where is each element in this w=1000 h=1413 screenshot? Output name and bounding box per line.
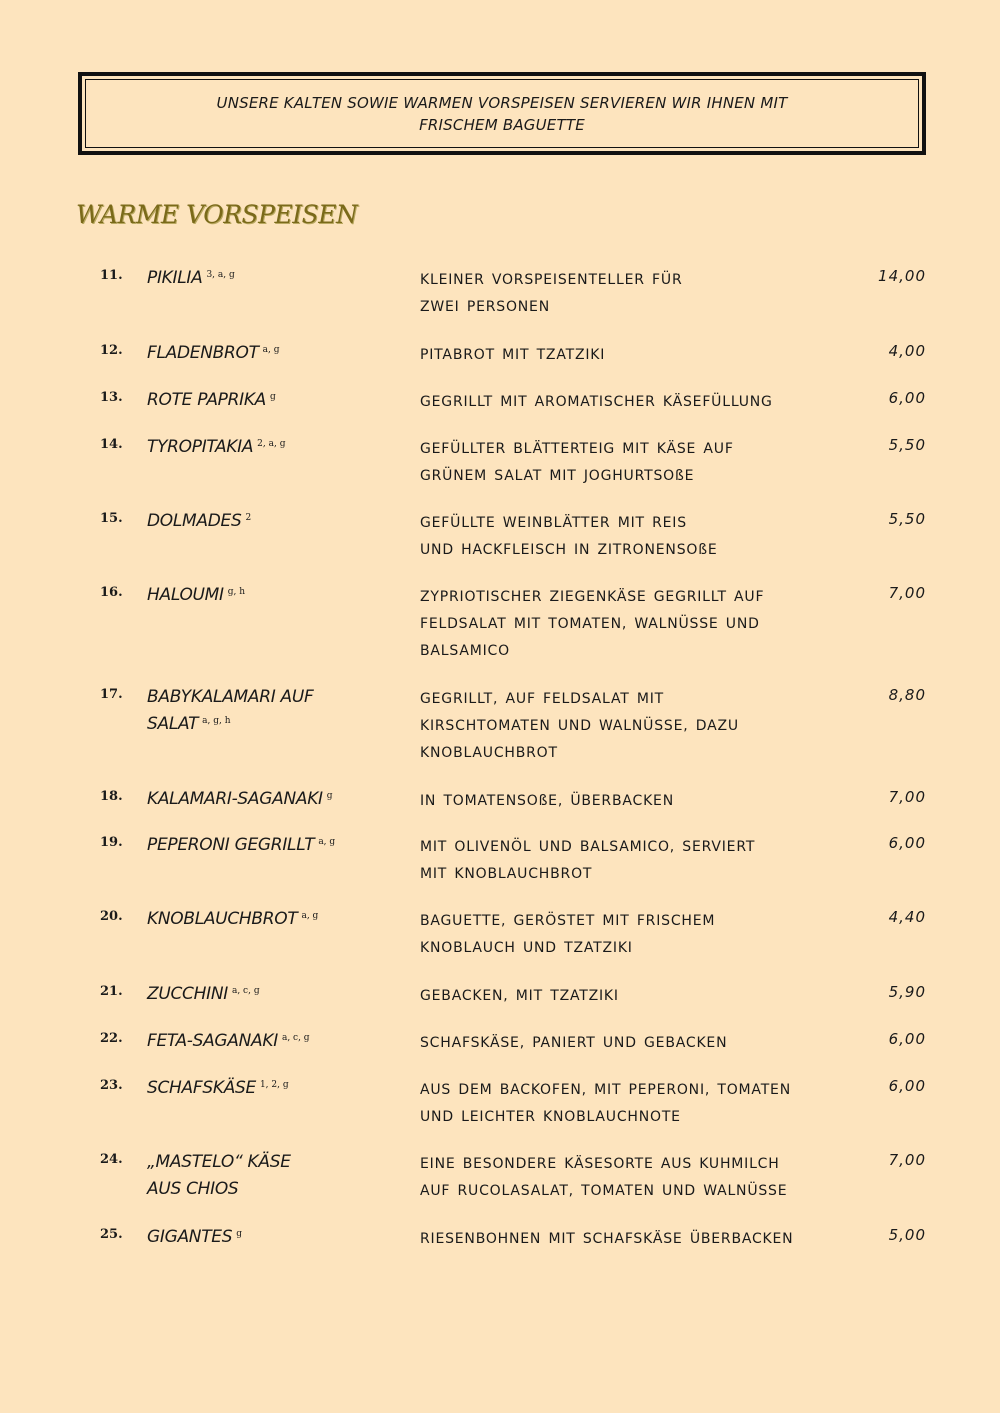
item-description <box>420 267 840 321</box>
item-number: 18. <box>100 789 123 804</box>
item-name <box>147 684 387 738</box>
item-price: 5,50 <box>888 436 926 454</box>
allergen-codes: a, c, g <box>231 986 260 996</box>
allergen-codes: 2, a, g <box>257 439 286 449</box>
item-price: 6,00 <box>888 834 926 852</box>
allergen-codes: g <box>326 791 333 801</box>
item-name-line: KALAMARI-SAGANAKI <box>147 789 323 809</box>
item-name-line: BABYKALAMARI AUF <box>147 687 314 707</box>
item-price: 6,00 <box>888 389 926 407</box>
item-number: 22. <box>100 1031 123 1046</box>
item-price: 5,50 <box>888 510 926 528</box>
item-description-line: AUF RUCOLASALAT, TOMATEN UND WALNÜSSE <box>420 1183 788 1199</box>
item-description <box>420 342 840 369</box>
section-title: WARME VORSPEISEN <box>76 200 358 229</box>
item-description <box>420 686 840 767</box>
item-number: 13. <box>100 390 123 405</box>
item-name <box>147 508 387 535</box>
item-price: 14,00 <box>878 267 926 285</box>
allergen-codes: g <box>270 392 276 402</box>
item-description-line: BALSAMICO <box>420 643 510 659</box>
item-description <box>420 908 840 962</box>
item-description-line: SCHAFSKÄSE, PANIERT UND GEBACKEN <box>420 1035 728 1051</box>
item-description <box>420 788 840 815</box>
notice-box <box>78 72 926 155</box>
item-number: 16. <box>100 585 123 600</box>
item-price: 6,00 <box>888 1030 926 1048</box>
item-price: 4,00 <box>888 342 926 360</box>
item-name-line: FLADENBROT <box>147 343 259 363</box>
item-name-line: GIGANTES <box>147 1227 233 1247</box>
item-number: 20. <box>100 909 123 924</box>
item-name-line: AUS CHIOS <box>147 1179 239 1199</box>
item-price: 4,40 <box>888 908 926 926</box>
item-name <box>147 582 387 609</box>
item-name <box>147 1149 387 1203</box>
item-description-line: AUS DEM BACKOFEN, MIT PEPERONI, TOMATEN <box>420 1082 791 1098</box>
item-description <box>420 510 840 564</box>
notice-text <box>142 92 862 136</box>
item-name-line: FETA-SAGANAKI <box>147 1031 278 1051</box>
item-number: 21. <box>100 984 123 999</box>
allergen-codes: g, h <box>227 587 246 597</box>
item-description-line: MIT KNOBLAUCHBROT <box>420 866 593 882</box>
notice-line-2: FRISCHEM BAGUETTE <box>419 115 585 134</box>
item-price: 7,00 <box>888 1151 926 1169</box>
item-description-line: ZYPRIOTISCHER ZIEGENKÄSE GEGRILLT AUF <box>420 589 765 605</box>
item-description <box>420 389 840 416</box>
item-description-line: EINE BESONDERE KÄSESORTE AUS KUHMILCH <box>420 1156 780 1172</box>
item-number: 17. <box>100 687 123 702</box>
item-description <box>420 983 840 1010</box>
item-name-line: PIKILIA <box>147 268 203 288</box>
item-number: 11. <box>100 268 123 283</box>
allergen-codes: g <box>236 1229 242 1239</box>
item-name-line: ROTE PAPRIKA <box>147 390 267 410</box>
item-description-line: GEFÜLLTER BLÄTTERTEIG MIT KÄSE AUF <box>420 441 734 457</box>
item-name-line: ZUCCHINI <box>147 984 228 1004</box>
item-number: 24. <box>100 1152 123 1167</box>
allergen-codes: a, g <box>262 345 280 355</box>
item-price: 5,90 <box>888 983 926 1001</box>
item-description-line: RIESENBOHNEN MIT SCHAFSKÄSE ÜBERBACKEN <box>420 1231 794 1247</box>
item-name <box>147 265 387 292</box>
item-description-line: KLEINER VORSPEISENTELLER FÜR <box>420 272 683 288</box>
item-price: 5,00 <box>888 1226 926 1244</box>
item-number: 25. <box>100 1227 123 1242</box>
item-description-line: GEBACKEN, MIT TZATZIKI <box>420 988 619 1004</box>
item-price: 6,00 <box>888 1077 926 1095</box>
item-name <box>147 434 387 461</box>
allergen-codes: 3, a, g <box>206 270 235 280</box>
item-price: 8,80 <box>888 686 926 704</box>
item-description-line: GEGRILLT MIT AROMATISCHER KÄSEFÜLLUNG <box>420 394 773 410</box>
item-name <box>147 906 387 933</box>
item-description-line: GEGRILLT, AUF FELDSALAT MIT <box>420 691 665 707</box>
item-name-line: PEPERONI GEGRILLT <box>147 835 315 855</box>
item-description-line: UND HACKFLEISCH IN ZITRONENSOßE <box>420 542 718 558</box>
item-description <box>420 436 840 490</box>
item-number: 23. <box>100 1078 123 1093</box>
allergen-codes: a, c, g <box>281 1033 310 1043</box>
item-description-line: GRÜNEM SALAT MIT JOGHURTSOßE <box>420 468 695 484</box>
item-description-line: GEFÜLLTE WEINBLÄTTER MIT REIS <box>420 515 687 531</box>
item-description-line: FELDSALAT MIT TOMATEN, WALNÜSSE UND <box>420 616 760 632</box>
item-name <box>147 340 387 367</box>
item-number: 19. <box>100 835 123 850</box>
item-name <box>147 786 387 813</box>
allergen-codes: a, g, h <box>202 716 231 726</box>
notice-box-inner <box>85 79 919 148</box>
item-name-line: KNOBLAUCHBROT <box>147 909 298 929</box>
item-name <box>147 981 387 1008</box>
item-description <box>420 834 840 888</box>
item-name <box>147 387 387 414</box>
item-description <box>420 1151 840 1205</box>
item-description-line: MIT OLIVENÖL UND BALSAMICO, SERVIERT <box>420 839 756 855</box>
item-price: 7,00 <box>888 788 926 806</box>
item-name-line: DOLMADES <box>147 511 242 531</box>
item-number: 15. <box>100 511 123 526</box>
item-description-line: UND LEICHTER KNOBLAUCHNOTE <box>420 1109 681 1125</box>
item-description <box>420 584 840 665</box>
item-description <box>420 1077 840 1131</box>
item-name <box>147 832 387 859</box>
item-name-line: SCHAFSKÄSE <box>147 1078 256 1098</box>
item-name <box>147 1224 387 1251</box>
item-number: 12. <box>100 343 123 358</box>
item-name <box>147 1075 387 1102</box>
item-name-line: „MASTELO“ KÄSE <box>147 1152 291 1172</box>
item-description-line: KNOBLAUCH UND TZATZIKI <box>420 940 633 956</box>
item-price: 7,00 <box>888 584 926 602</box>
item-description-line: IN TOMATENSOßE, ÜBERBACKEN <box>420 793 674 809</box>
allergen-codes: 2 <box>245 513 252 523</box>
item-name <box>147 1028 387 1055</box>
item-description <box>420 1226 840 1253</box>
item-description-line: BAGUETTE, GERÖSTET MIT FRISCHEM <box>420 913 716 929</box>
item-description-line: PITABROT MIT TZATZIKI <box>420 347 606 363</box>
notice-line-1: UNSERE KALTEN SOWIE WARMEN VORSPEISEN SERVIEREN WIR IHNEN MIT <box>216 93 788 112</box>
item-name-line: SALAT <box>147 714 199 734</box>
item-number: 14. <box>100 437 123 452</box>
item-description-line: KIRSCHTOMATEN UND WALNÜSSE, DAZU <box>420 718 739 734</box>
allergen-codes: a, g <box>301 911 319 921</box>
allergen-codes: a, g <box>318 837 336 847</box>
allergen-codes: 1, 2, g <box>259 1080 289 1090</box>
item-name-line: TYROPITAKIA <box>147 437 254 457</box>
item-description <box>420 1030 840 1057</box>
item-name-line: HALOUMI <box>147 585 224 605</box>
item-description-line: KNOBLAUCHBROT <box>420 745 558 761</box>
item-description-line: ZWEI PERSONEN <box>420 299 550 315</box>
